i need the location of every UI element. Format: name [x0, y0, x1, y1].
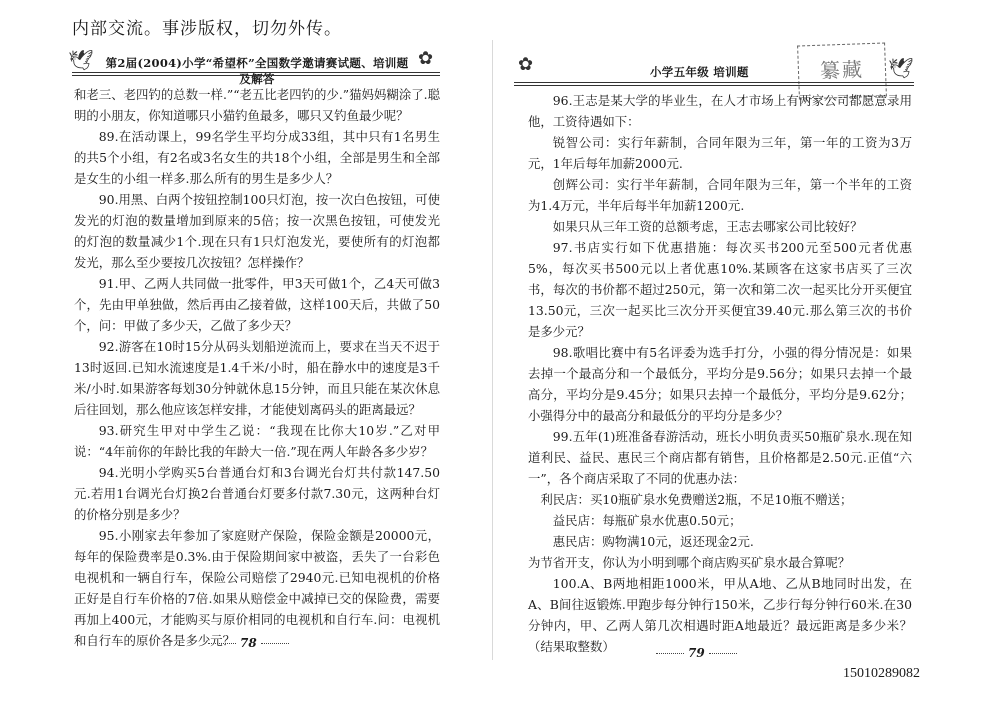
page-gutter: [492, 40, 493, 660]
problem-98: 98.歌唱比赛中有5名评委为选手打分，小强的得分情况是：如果去掉一个最高分和一个最低分，平均分是9.56分；如果只去掉一个最高分，平均分是9.45分；如果只去掉一个最低分，平均分是9.62分；小强得分中的最高分和最低分的平均分是多少？: [528, 345, 912, 423]
problem-96-question: 如果只从三年工资的总额考虑，王志去哪家公司比较好？: [552, 219, 863, 234]
problem-90: 90.用黑、白两个按钮控制100只灯泡，按一次白色按钮，可使发光的灯泡的数量增加到原来的5倍；按一次黑色按钮，可使发光的灯泡的数量减少1个.现在只有1只灯泡发光，要使所有的灯泡都发光，那么至少要按几次按钮？怎样操作？: [74, 192, 440, 270]
company-chuanghui: 创辉公司：实行半年薪制，合同年限为三年，第一个半年的工资为1.4万元，半年后每半年加薪1200元.: [528, 177, 912, 213]
left-header-rule: [72, 72, 440, 76]
left-body: [74, 84, 440, 651]
problem-91: 91.甲、乙两人共同做一批零件，甲3天可做1个，乙4天可做3个，先由甲单独做，然后再由乙接着做，这样100天后，共做了50个，问：甲做了多少天，乙做了多少天？: [74, 276, 440, 333]
right-body: [528, 90, 912, 657]
store-limin: 利民店：买10瓶矿泉水免费赠送2瓶，不足10瓶不赠送；: [540, 492, 853, 507]
left-page-number: 78: [204, 636, 293, 650]
phone-number: 15010289082: [843, 666, 920, 681]
problem-93: 93.研究生甲对中学生乙说：“我现在比你大10岁.”乙对甲说：“4年前你的年龄比我的年龄大一倍.”现在两人年龄各多少岁？: [74, 423, 440, 459]
problem-97: 97.书店实行如下优惠措施：每次买书200元至500元者优惠5%，每次买书500元以上者优惠10%.某顾客在这家书店买了三次书，每次的书价都不超过250元，第一次和第二次一起买比分开买便宜13.50元，三次一起买比三次分开买便宜39.40元.那么第三次的书价是多少元？: [528, 240, 912, 339]
copyright-notice: 内部交流。事涉版权，切勿外传。: [72, 19, 342, 39]
right-page-number: 79: [652, 646, 741, 660]
paragraph-continuation: 和老三、老四钓的总数一样.”“老五比老四钓的少.”猫妈妈糊涂了.聪明的小朋友，你知道哪只小猫钓鱼最多，哪只又钓鱼最少呢？: [74, 87, 440, 123]
left-page: [0, 0, 488, 707]
problem-99: 99.五年(1)班准备春游活动，班长小明负责买50瓶矿泉水.现在知道利民、益民、惠民三个商店都有销售，且价格都是2.50元.正值“六一”，各个商店采取了不同的优惠办法：: [528, 429, 912, 486]
problem-96: 96.王志是某大学的毕业生，在人才市场上有两家公司都愿意录用他，工资待遇如下：: [528, 93, 912, 129]
bird-icon: 🕊: [888, 56, 914, 80]
company-ruizhi: 锐智公司：实行年薪制，合同年限为三年，第一年的工资为3万元，1年后每年加薪2000元.: [528, 135, 912, 171]
problem-89: 89.在活动课上，99名学生平均分成33组，其中只有1名男生的共5个小组，有2名或3名女生的共18个小组，全部是男生和全部是女生的小组一样多.那么所有的男生是多少人？: [74, 129, 440, 186]
store-yimin: 益民店：每瓶矿泉水优惠0.50元；: [552, 513, 742, 528]
library-stamp: 纂藏: [797, 42, 887, 99]
flower-icon: ✿: [418, 48, 434, 69]
problem-92: 92.游客在10时15分从码头划船逆流而上，要求在当天不迟于13时返回.已知水流速度是1.4千米/小时，船在静水中的速度是3千米/小时.如果游客每划30分钟就休息15分钟，而且只能在某次休息后往回划，那么他应该怎样安排，才能使划离码头的距离最远？: [74, 339, 440, 417]
left-running-header: 第2届(2004)小学“希望杯”全国数学邀请赛试题、培训题及解答: [105, 56, 409, 86]
right-running-header: 小学五年级 培训题: [650, 65, 749, 79]
problem-100: 100.A、B两地相距1000米，甲从A地、乙从B地同时出发，在A、B间往返锻炼.甲跑步每分钟行150米，乙步行每分钟行60米.在30分钟内，甲、乙两人第几次相遇时距A地最近？最远距离是多少米？（结果取整数）: [528, 576, 912, 654]
flower-icon: ✿: [518, 54, 534, 75]
right-header-rule: [514, 82, 914, 86]
right-page: [500, 0, 1000, 707]
store-huimin: 惠民店：购物满10元，返还现金2元.: [552, 534, 754, 549]
problem-99-question: 为节省开支，你认为小明到哪个商店购买矿泉水最合算呢？: [528, 555, 851, 570]
bird-icon: 🕊: [68, 48, 94, 72]
problem-94: 94.光明小学购买5台普通台灯和3台调光台灯共付款147.50元.若用1台调光台灯换2台普通台灯要多付款7.30元，这两种台灯的价格分别是多少？: [74, 465, 440, 522]
problem-95: 95.小刚家去年参加了家庭财产保险，保险金额是20000元，每年的保险费率是0.3%.由于保险期间家中被盗，丢失了一台彩色电视机和一辆自行车，保险公司赔偿了2940元.已知电视机的价格正好是自行车价格的7倍.如果从赔偿金中减掉已交的保险费，需要再加上400元，才能购买与原价相同的电视机和自行车.问：电视机和自行车的原价各是多少元？: [74, 528, 440, 648]
